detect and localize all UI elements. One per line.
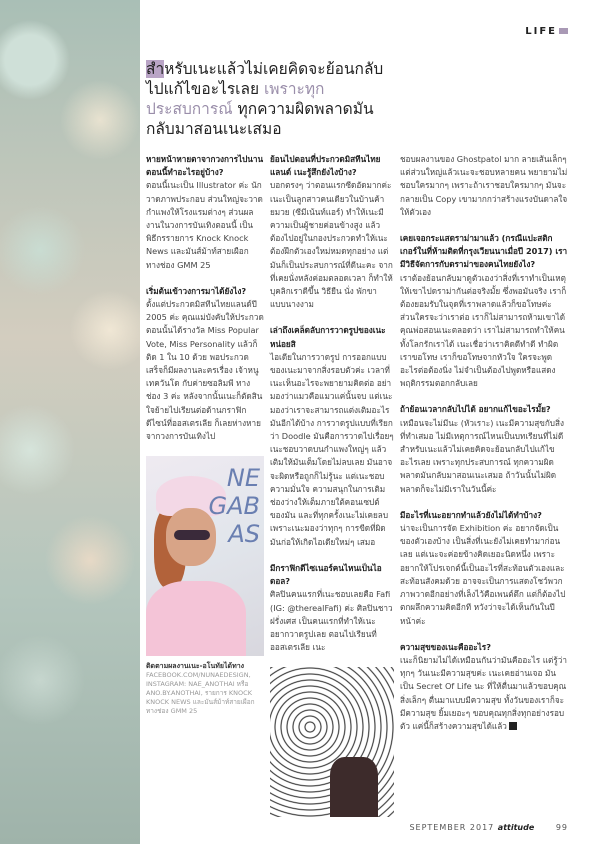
caption-title: ติดตามผลงานเนะ-อโนทัยได้ทาง	[146, 662, 245, 671]
end-mark-icon	[509, 722, 517, 730]
question: มีอะไรที่เนะอยากทำแล้วยังไม่ได้ทำบ้าง?	[400, 509, 542, 520]
question: ย้อนไปตอนที่ประกวดมิสทีนไทยแลนด์ เนะรู้สึกยังไงบ้าง?	[270, 154, 381, 178]
question: หายหน้าหายตาจากวงการไปนาน ตอนนี้ทำอะไรอยู่บ้าง?	[146, 154, 264, 178]
answer: ศิลปินคนแรกที่เนะชอบเลยคือ Fafi (IG: @therealFafi) ค่ะ ศิลปินชาวฝรั่งเศส เป็นคนแรกที่ทำให้เนะอยากวาดรูปเลย ตอนไปเรียนที่ออสเตรเลีย เนะ	[270, 589, 393, 653]
answer: เนะก็นิยามไม่ได้เหมือนกันว่ามันคืออะไร แต่รู้ว่าทุกๆ วันเนะมีความสุขค่ะ เนะเคยอ่านเจอ มันเป็น Secret Of Life นะ ที่ให้ตื่นมาแล้วขอบคุณสิ่งเล็กๆ ตื่นมาแบบมีความสุข ทั้งวันของเราก็จะมีความสุข ยิ้มเยอะๆ ขอบคุณทุกสิ่งทุกอย่างรอบตัว แค่นี้ก็สร้างความสุขได้แล้ว	[400, 654, 567, 731]
background-photo	[0, 0, 140, 844]
answer: เราต้องย้อนกลับมาดูตัวเองว่าสิ่งที่เราทำเป็นเหตุให้เขาไปดราม่ากันต่อจริงมั้ย ซึ่งพอมันจริง เราก็ต้องยอมรับในจุดที่เราพลาดแล้วก็ขอโทษค่ะ ส่วนใครจะว่าเราต่อ เราก็ไม่สามารถห้ามเขาได้ คุณพ่อสอนเนะตลอดว่า เราไม่สามารถทำให้คนทั้งโลกรักเราได้ เนะเชื่อว่าเราคิดดีทำดี ทำผิดเราขอโทษ เราก็ขอโทษจากหัวใจ ใครจะพูดอะไรต่อต้องนิ่ง ไม่จำเป็นต้องไปพูดหรือแสดงพฤติกรรมตอกกลับเลย	[400, 272, 567, 389]
answer: ตั้งแต่ประกวดมิสทีนไทยแลนด์ปี 2005 ค่ะ คุณแม่บังคับให้ประกวด ตอนนั้นได้รางวัล Miss Popular Vote, Miss Personality แล้วก็ติด 1 ใน 10 ด้วย พอประกวดเสร็จก็มีผลงานละครเรื่อง เจ้าหนูเทควันโด กับค่ายซอลิมพี ทางช่อง 3 ค่ะ หลังจากนั้นเนะก็ตัดสินใจย้ายไปเรียนต่อด้านกราฟิกดีไซน์ที่ออสเตรเลีย ก็เลยห่างหายจากวงการบันเทิงไป	[146, 299, 264, 442]
question: ความสุขของเนะคืออะไร?	[400, 641, 491, 652]
pull-quote-part1: หรับเนะแล้วไม่เคยคิดจะย้อนกลับไปแก้ไขอะไรเลย	[146, 60, 384, 98]
column-2	[270, 153, 394, 817]
answer: ตอนนี้เนะเป็น Illustrator ค่ะ นักวาดภาพประกอบ ส่วนใหญ่จะวาดกำแพงให้โรงแรมต่างๆ ส่วนผลงานในวงการบันเทิงตอนนี้ เป็นพิธีกรรายการ Knock Knock News และมันส์ม้าท์สายเผือก ทางช่อง GMM 25	[146, 180, 263, 270]
magazine-brand: attitude	[497, 823, 535, 833]
answer: ไอเดียในการวาดรูป การออกแบบของเนะมาจากสิ่งรอบตัวค่ะ เวลาที่เนะเห็นอะไรจะพยายามคิดต่อ อย่ามองว่าแมวคือแมวแค่นั้นจบ แต่เนะมองว่าเราจะสามารถแต่งเติมอะไรมันอีกได้บ้าง การวาดรูปแบบที่เรียกว่า Doodle มันคือการวาดไปเรื่อยๆ	[270, 351, 394, 442]
photo-caption	[146, 660, 264, 718]
section-label	[146, 26, 568, 37]
section-text: LIFE	[525, 26, 557, 37]
photo-woman-doodle	[330, 757, 378, 817]
page-number: 99	[555, 823, 568, 833]
question: เคยเจอกระแสดราม่ามาแล้ว (กรณีแปะสติกเกอร์ในที่ห้ามติดที่กรุงเวียนนาเมื่อปี 2017) เรามีวิธีจัดการกับดราม่าของคนไทยยังไง?	[400, 233, 568, 270]
portrait-photo	[146, 456, 264, 656]
question: เล่าถึงเคล็ดลับการวาดรูปของเนะหน่อยสิ	[270, 325, 386, 349]
answer: น่าจะเป็นการจัด Exhibition ค่ะ อยากจัดเป็นของตัวเองบ้าง เป็นสิ่งที่เนะยังไม่เคยทำมาก่อนเลย แต่เนะจะค่อยข้างคิดเยอะนิดหนึ่ง เพราะอยากให้โปรเจกต์นี้เป็นอะไรที่สะท้อนตัวเองและสะท้อนสังคมด้วย อาจจะเป็นการแสดงโชว์พวกภาพวาดอีกอย่างที่เล็งไว้คือเพนต์ตึก แต่ก็ต้องไปตกผลึกความคิดอีกที หวังว่าจะได้เห็นกันในปีหน้าค่ะ	[400, 523, 566, 626]
pull-quote-part3: ทุกความผิดพลาดมันกลับมาสอนเนะเสมอ	[146, 100, 374, 138]
answer: บอกตรงๆ ว่าตอนแรกซีดอัดมากค่ะ เนะเป็นลูกสาวคนเดียวในบ้านค้ายมวย (ซีมีเน้นท์แอร์) ทำให้เนะมีความเป็นผู้ชายค่อนข้างสูง แล้วต้องไปอยู่ในกองประกวดทำให้เนะต้องฝึกตัวเองใหม่หมดทุกอย่าง แต่มันก็เป็นประสบการณ์ที่ดีนะคะ จากที่เคยนั่งหลังค่อมตลอดเวลา ก็ทำให้บุคลิกเราดีขึ้น วิธียืน นั่ง พักขา แบบนางงาม	[270, 180, 393, 310]
column-1	[146, 153, 264, 718]
answer: เหมือนจะไม่มีนะ (หัวเราะ) เนะมีความสุขกับสิ่งที่ทำเสมอ ไม่มีเหตุการณ์ไหนเป็นบทเรียนที่ไม่ดี สำหรับเนะแล้วไม่เคยคิดจะย้อนกลับไปแก้ไขอะไรเลย เพราะทุกประสบการณ์ ทุกความผิดพลาดมันกลับมาสอนเนะเสมอ ถ้าวันนั้นไม่ผิดพลาดก็จะไม่มีเราในวันนี้ค่ะ	[400, 417, 564, 494]
question: ถ้าย้อนเวลากลับไปได้ อยากแก้ไขอะไรมั้ย?	[400, 404, 551, 415]
issue-date: SEPTEMBER 2017	[409, 823, 495, 833]
photo-pink-top	[146, 581, 246, 656]
answer: ชอบผลงานของ Ghostpatol มาก ลายเส้นเล็กๆ แต่ส่วนใหญ่แล้วเนะจะชอบหลายคน พยายามไม่ชอบใครมากๆ เพราะถ้าเราชอบใครมากๆ มันจะกลายเป็น Copy เขามากกว่าสร้างแรงบันดาลใจให้ตัวเอง	[400, 154, 568, 217]
article-columns	[146, 153, 568, 817]
article	[146, 0, 568, 844]
wall-graffiti: NE GAB AS	[208, 464, 260, 549]
page-footer	[146, 823, 568, 832]
section-marker-icon	[559, 28, 568, 34]
question: เริ่มต้นเข้าวงการมาได้ยังไง?	[146, 285, 247, 296]
question: มีกราฟิกดีไซเนอร์คนไหนเป็นไอดอล?	[270, 562, 382, 587]
caption-body: FACEBOOK.COM/NUNAEDESIGN, INSTAGRAM: NAE_ANOTHAI หรือ ANO.BY.ANOTHAI, รายการ KNOCK KNOCK NEWS และมันส์ม้าท์สายเผือก ทางช่อง GMM 25	[146, 671, 255, 716]
column-3	[400, 153, 568, 746]
pull-quote-highlight: สำ	[146, 60, 165, 78]
pull-quote-part2: เพราะทุกประสบการณ์	[146, 80, 325, 118]
pull-quote	[146, 59, 396, 139]
doodle-wall-photo	[270, 667, 394, 817]
answer-continued: เนะชอบวาดบนกำแพงใหญ่ๆ แล้วเติมให้มันเต็มโดยไม่ลบเลย มันอาจจะผิดหรือถูกก็ไม่รู้นะ แต่เนะชอบความมั่นใจ ความสนุกในการเติมช่องว่างให้เต็มภายใต้คอนเซปต์ของมัน และที่ทุกครั้งเนะไม่เคยลบเพราะเนะมองว่าทุกๆ การขีดที่ผิด มันก่อให้เกิดไอเดียใหม่ๆ เสมอ	[270, 444, 393, 547]
